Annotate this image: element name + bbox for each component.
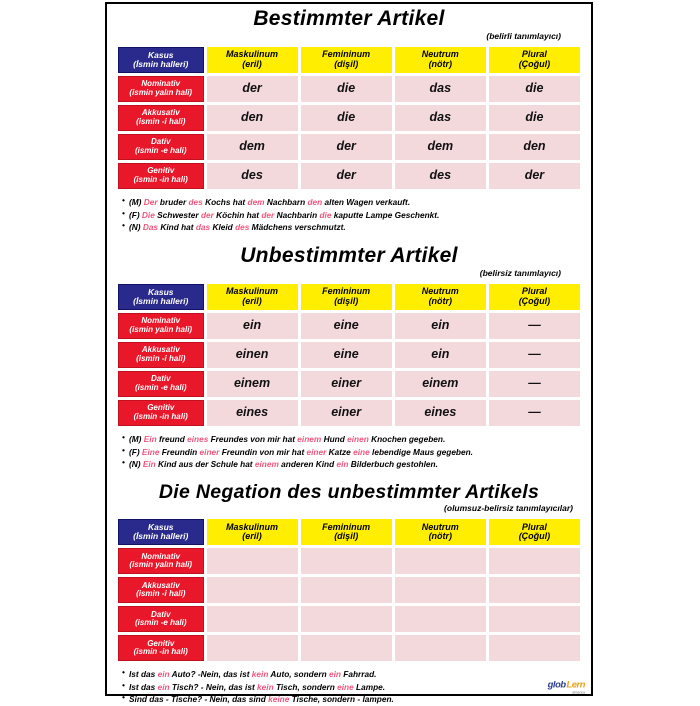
table-row xyxy=(118,548,580,574)
row-label-line1: Akkusativ xyxy=(141,345,180,355)
section-title-block xyxy=(115,478,583,513)
header-label-line2: (dişil) xyxy=(334,59,359,70)
cell-value: eines xyxy=(395,400,486,426)
header-label-line2: (dişil) xyxy=(334,295,359,306)
cell-value-blank[interactable] xyxy=(395,577,486,603)
logo-text-secondary: Lern xyxy=(566,679,585,690)
example-sentence: • (F) Die Schwester der Köchin hat der Nachbarin die kaputte Lampe Geschenkt. xyxy=(129,209,575,222)
row-label-line2: (ismin -i hali) xyxy=(136,117,186,127)
cell-value: des xyxy=(207,163,298,189)
header-label-line2: (eril) xyxy=(242,59,262,70)
header-label-line2: (Çoğul) xyxy=(518,295,551,306)
cell-value-blank[interactable] xyxy=(207,606,298,632)
row-label-line1: Genitiv xyxy=(147,166,175,176)
table-header-row xyxy=(118,519,580,545)
row-label-dativ xyxy=(118,134,204,160)
header-label-line2: (nötr) xyxy=(428,59,453,70)
page-subtitle: (belirli tanımlayıcı) xyxy=(486,31,561,42)
cell-value: die xyxy=(489,105,580,131)
header-label-line2: (nötr) xyxy=(428,295,453,306)
cell-value: die xyxy=(301,105,392,131)
row-label-dativ xyxy=(118,371,204,397)
example-list-unbestimmter xyxy=(115,433,583,471)
header-label-line1: Femininum xyxy=(322,49,371,60)
page-title: Bestimmter Artikel xyxy=(253,7,445,30)
header-label-line2: (Çoğul) xyxy=(518,59,551,70)
table-header-row xyxy=(118,284,580,310)
header-label-line1: Plural xyxy=(521,49,547,60)
header-maskulinum xyxy=(207,519,298,545)
header-plural xyxy=(489,519,580,545)
page-title: Unbestimmter Artikel xyxy=(240,243,458,267)
page-subtitle: (belirsiz tanımlayıcı) xyxy=(479,267,561,278)
cell-value: einer xyxy=(301,371,392,397)
table-header-row xyxy=(118,47,580,73)
table-row xyxy=(118,577,580,603)
example-sentence: • (N) Ein Kind aus der Schule hat einem anderen Kind ein Bilderbuch gestohlen. xyxy=(129,458,575,471)
row-label-nominativ xyxy=(118,76,204,102)
header-label-line1: Neutrum xyxy=(421,49,459,60)
header-plural xyxy=(489,284,580,310)
header-label-line2: (eril) xyxy=(242,531,262,542)
cell-value: ein xyxy=(207,313,298,339)
header-label-line2: (nötr) xyxy=(428,531,453,542)
row-label-line2: (ismin -e hali) xyxy=(134,382,187,392)
page-title: Die Negation des unbestimmter Artikels xyxy=(158,480,540,503)
cell-value-blank[interactable] xyxy=(395,548,486,574)
row-label-line2: (ismin -in hali) xyxy=(133,647,188,657)
cell-value-blank[interactable] xyxy=(207,635,298,661)
row-label-line1: Genitiv xyxy=(147,403,175,413)
header-maskulinum xyxy=(207,47,298,73)
table-row xyxy=(118,76,580,102)
cell-value: der xyxy=(301,163,392,189)
logo-text-primary: glob xyxy=(547,679,566,690)
brand-logo xyxy=(547,679,585,695)
header-femininum xyxy=(301,284,392,310)
cell-value: das xyxy=(395,105,486,131)
cell-value: des xyxy=(395,163,486,189)
cell-value: den xyxy=(489,134,580,160)
section-unbestimmter-artikel xyxy=(107,241,591,471)
cell-value: ein xyxy=(395,313,486,339)
header-label-line1: Plural xyxy=(521,521,547,532)
cell-value: ein xyxy=(395,342,486,368)
header-label-line1: Maskulinum xyxy=(226,521,279,532)
example-sentence: • Ist das ein Auto? -Nein, das ist kein Auto, sondern ein Fahrrad. xyxy=(129,668,575,681)
table-unbestimmter-artikel xyxy=(115,281,583,429)
cell-value: — xyxy=(489,371,580,397)
header-kasus xyxy=(118,284,204,310)
row-label-line2: (ismin -e hali) xyxy=(134,146,187,156)
section-negation xyxy=(107,478,591,706)
cell-value: dem xyxy=(207,134,298,160)
header-femininum xyxy=(301,519,392,545)
row-label-line1: Akkusativ xyxy=(141,580,180,590)
header-label-line1: Femininum xyxy=(322,521,371,532)
header-plural xyxy=(489,47,580,73)
row-label-akkusativ xyxy=(118,342,204,368)
row-label-line1: Akkusativ xyxy=(141,108,180,118)
row-label-line1: Nominativ xyxy=(141,79,181,89)
table-negation xyxy=(115,516,583,664)
table-row xyxy=(118,635,580,661)
table-row xyxy=(118,606,580,632)
example-sentence: • (M) Ein freund eines Freundes von mir hat einem Hund einen Knochen gegeben. xyxy=(129,433,575,446)
header-label-line1: Kasus xyxy=(147,286,174,297)
example-sentence: • (F) Eine Freundin einer Freundin von mir hat einer Katze eine lebendige Maus gegeben. xyxy=(129,446,575,459)
cell-value: die xyxy=(489,76,580,102)
cell-value-blank[interactable] xyxy=(301,548,392,574)
header-label-line2: (İsmin halleri) xyxy=(133,59,189,70)
row-label-line1: Genitiv xyxy=(147,638,175,648)
header-label-line2: (İsmin halleri) xyxy=(133,295,189,306)
row-label-akkusativ xyxy=(118,577,204,603)
cell-value: einem xyxy=(395,371,486,397)
cell-value: — xyxy=(489,400,580,426)
cell-value: der xyxy=(207,76,298,102)
header-label-line1: Neutrum xyxy=(421,286,459,297)
example-sentence: • Ist das ein Tisch? - Nein, das ist kein Tisch, sondern eine Lampe. xyxy=(129,681,575,694)
header-label-line1: Femininum xyxy=(322,286,371,297)
header-label-line2: (Çoğul) xyxy=(518,531,551,542)
section-title-block xyxy=(115,4,583,41)
table-row xyxy=(118,371,580,397)
cell-value: der xyxy=(301,134,392,160)
header-label-line1: Kasus xyxy=(147,49,174,60)
cell-value: eine xyxy=(301,342,392,368)
cell-value: einem xyxy=(207,371,298,397)
row-label-genitiv xyxy=(118,163,204,189)
cell-value-blank[interactable] xyxy=(395,635,486,661)
row-label-line2: (ismin -in hali) xyxy=(133,411,188,421)
header-label-line2: (eril) xyxy=(242,295,262,306)
row-label-line1: Dativ xyxy=(150,374,171,384)
cell-value: das xyxy=(395,76,486,102)
example-list-negation xyxy=(115,668,583,706)
row-label-dativ xyxy=(118,606,204,632)
header-label-line1: Maskulinum xyxy=(226,49,279,60)
cell-value-blank[interactable] xyxy=(489,606,580,632)
header-neutrum xyxy=(395,284,486,310)
row-label-line1: Nominativ xyxy=(141,316,181,326)
row-label-line2: (ismin yalın hali) xyxy=(129,560,193,570)
cell-value: die xyxy=(301,76,392,102)
header-neutrum xyxy=(395,47,486,73)
row-label-genitiv xyxy=(118,400,204,426)
cell-value: — xyxy=(489,313,580,339)
row-label-akkusativ xyxy=(118,105,204,131)
header-label-line2: (dişil) xyxy=(334,531,359,542)
example-sentence: • (N) Das Kind hat das Kleid des Mädchens verschmutzt. xyxy=(129,221,575,234)
page-subtitle: (olumsuz-belirsiz tanımlayıcılar) xyxy=(444,503,573,514)
cell-value-blank[interactable] xyxy=(489,635,580,661)
cell-value: den xyxy=(207,105,298,131)
row-label-line2: (ismin -in hali) xyxy=(133,175,188,185)
cell-value-blank[interactable] xyxy=(301,635,392,661)
row-label-line1: Dativ xyxy=(150,137,171,147)
header-label-line1: Neutrum xyxy=(421,521,459,532)
table-row xyxy=(118,313,580,339)
cell-value-blank[interactable] xyxy=(489,548,580,574)
cell-value: dem xyxy=(395,134,486,160)
cell-value: eine xyxy=(301,313,392,339)
row-label-line2: (ismin -e hali) xyxy=(134,618,187,628)
cell-value: einer xyxy=(301,400,392,426)
table-row xyxy=(118,163,580,189)
cell-value: einen xyxy=(207,342,298,368)
table-row xyxy=(118,400,580,426)
cell-value-blank[interactable] xyxy=(207,577,298,603)
header-label-line1: Maskulinum xyxy=(226,286,279,297)
cell-value-blank[interactable] xyxy=(301,606,392,632)
row-label-line1: Dativ xyxy=(150,609,171,619)
cell-value-blank[interactable] xyxy=(489,577,580,603)
table-row xyxy=(118,134,580,160)
header-neutrum xyxy=(395,519,486,545)
row-label-line2: (ismin -i hali) xyxy=(136,589,186,599)
header-maskulinum xyxy=(207,284,298,310)
section-title-block xyxy=(115,241,583,278)
header-femininum xyxy=(301,47,392,73)
cell-value-blank[interactable] xyxy=(301,577,392,603)
header-label-line2: (İsmin halleri) xyxy=(133,531,189,542)
cell-value: eines xyxy=(207,400,298,426)
example-sentence: • Sind das - Tische? - Nein, das sind keine Tische, sondern - lampen. xyxy=(129,693,575,706)
table-row xyxy=(118,105,580,131)
example-list-bestimmter xyxy=(115,196,583,234)
logo-tagline: almanca xyxy=(572,690,585,695)
cell-value: — xyxy=(489,342,580,368)
header-label-line1: Plural xyxy=(521,286,547,297)
header-kasus xyxy=(118,47,204,73)
header-kasus xyxy=(118,519,204,545)
cell-value-blank[interactable] xyxy=(207,548,298,574)
header-label-line1: Kasus xyxy=(147,522,174,533)
row-label-nominativ xyxy=(118,548,204,574)
table-row xyxy=(118,342,580,368)
table-bestimmter-artikel xyxy=(115,44,583,192)
poster-panel xyxy=(105,2,593,705)
row-label-genitiv xyxy=(118,635,204,661)
row-label-line1: Nominativ xyxy=(141,551,181,561)
row-label-nominativ xyxy=(118,313,204,339)
row-label-line2: (ismin -i hali) xyxy=(136,353,186,363)
example-sentence: • (M) Der bruder des Kochs hat dem Nachbarn den alten Wagen verkauft. xyxy=(129,196,575,209)
cell-value: der xyxy=(489,163,580,189)
row-label-line2: (ismin yalın hali) xyxy=(129,324,193,334)
cell-value-blank[interactable] xyxy=(395,606,486,632)
section-bestimmter-artikel xyxy=(107,4,591,234)
row-label-line2: (ismin yalın hali) xyxy=(129,88,193,98)
